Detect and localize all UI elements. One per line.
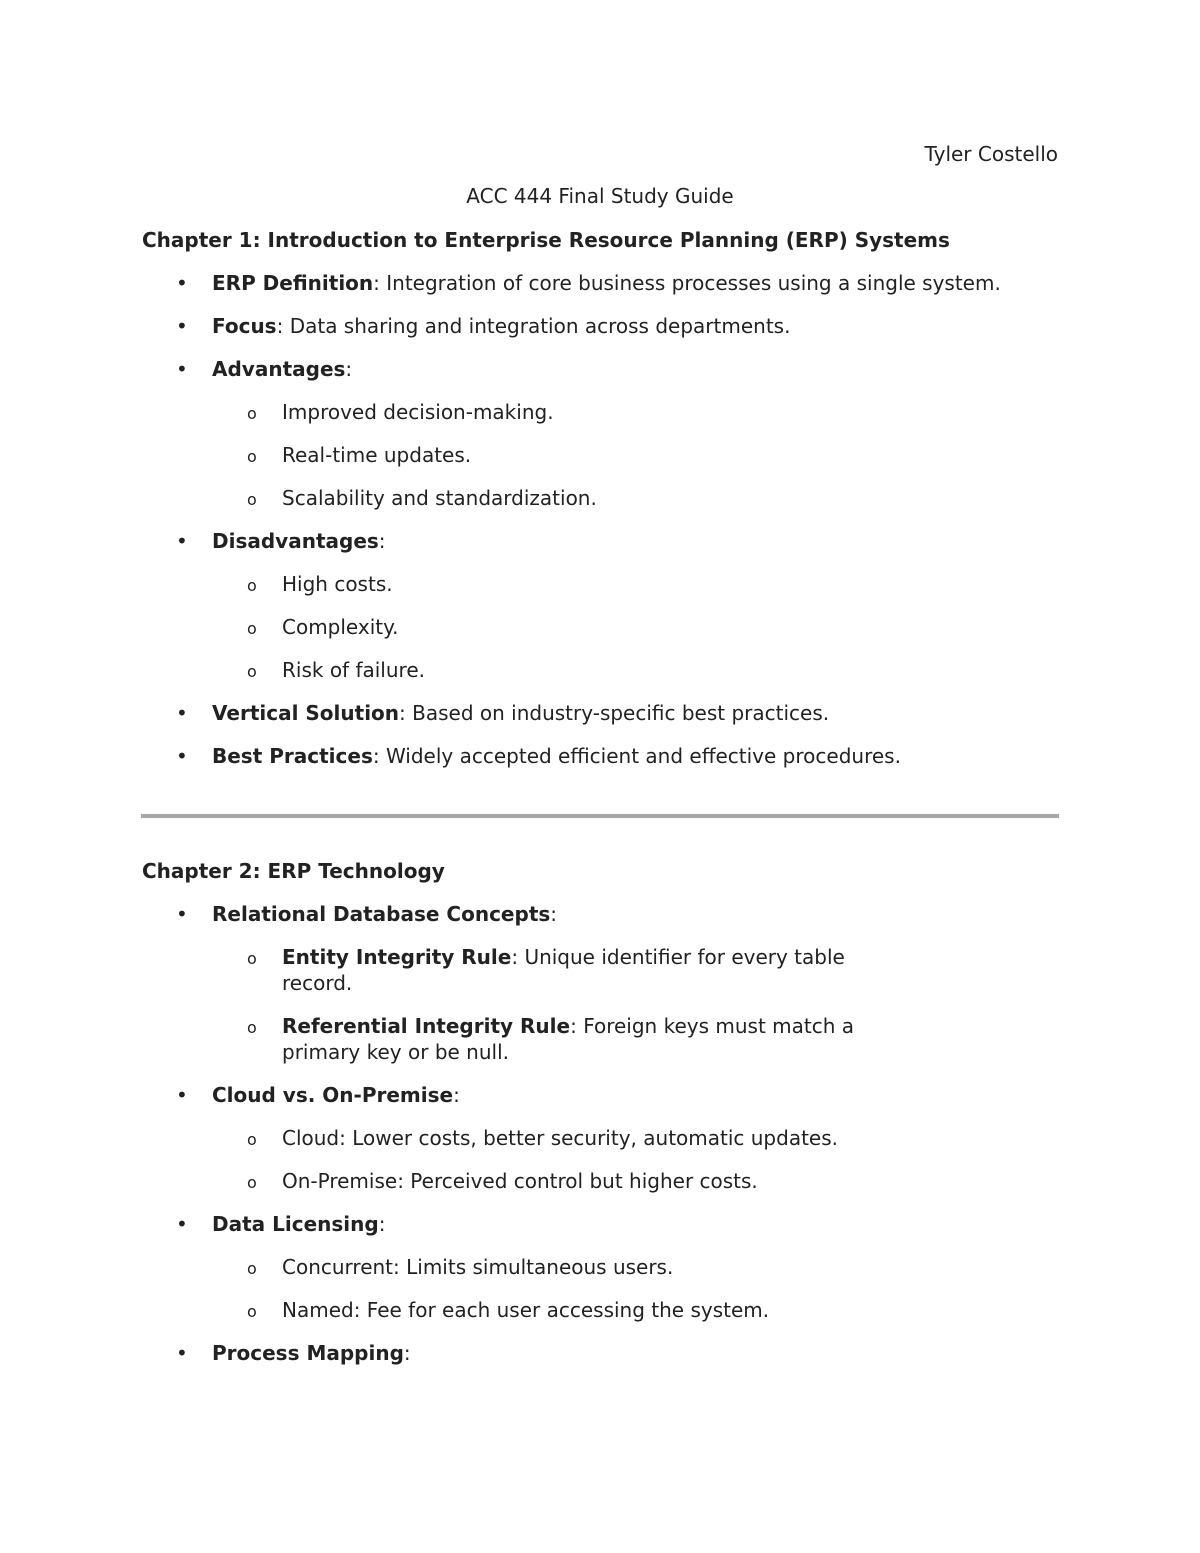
bullet-icon: • xyxy=(176,271,188,295)
list-item xyxy=(0,700,1200,726)
definition: : Widely accepted efficient and effective procedures. xyxy=(372,744,901,768)
definition: : xyxy=(345,357,353,381)
list-item xyxy=(0,1340,1200,1366)
list-item xyxy=(0,743,1200,769)
sub-list-item: o Concurrent: Limits simultaneous users. xyxy=(0,1254,1050,1280)
sub-list xyxy=(212,1254,1050,1323)
definition: : Based on industry-specific best practices. xyxy=(399,701,830,725)
term: Relational Database Concepts xyxy=(212,902,551,926)
bullet-icon: • xyxy=(176,902,188,926)
sub-list-item: o On-Premise: Perceived control but higher costs. xyxy=(0,1168,1050,1194)
list-item xyxy=(0,270,1200,296)
circle-bullet-icon: o xyxy=(247,1259,257,1278)
term: Vertical Solution xyxy=(212,701,400,725)
term: Focus xyxy=(212,314,277,338)
term: Best Practices xyxy=(212,744,373,768)
sub-list-item: o Referential Integrity Rule: Foreign keys must match a primary key or be null. xyxy=(247,1014,855,1064)
chapter-1-heading: Chapter 1: Introduction to Enterprise Resource Planning (ERP) Systems xyxy=(142,228,950,252)
definition: : xyxy=(453,1083,460,1107)
circle-bullet-icon: o xyxy=(247,662,257,681)
definition: : xyxy=(550,902,558,926)
sub-list xyxy=(212,399,1050,511)
circle-bullet-icon: o xyxy=(247,1173,257,1192)
definition: : xyxy=(378,529,386,553)
sub-list xyxy=(212,571,1050,683)
chapter-1-list xyxy=(0,270,1200,786)
list-item xyxy=(0,313,1200,339)
circle-bullet-icon: o xyxy=(247,404,257,423)
sub-list-item: o Entity Integrity Rule: Unique identifier for every table record. xyxy=(247,945,845,995)
sub-list xyxy=(212,944,1050,1065)
bullet-icon: • xyxy=(176,314,188,338)
term: Process Mapping xyxy=(212,1341,404,1365)
author-name: Tyler Costello xyxy=(924,142,1058,166)
horizontal-rule xyxy=(141,814,1059,818)
circle-bullet-icon: o xyxy=(247,576,257,595)
sub-list-item: o Risk of failure. xyxy=(0,657,1050,683)
term: Advantages xyxy=(212,357,346,381)
term: ERP Definition xyxy=(212,271,374,295)
circle-bullet-icon: o xyxy=(247,949,257,968)
sub-list-item: o Complexity. xyxy=(0,614,1050,640)
circle-bullet-icon: o xyxy=(247,1302,257,1321)
definition: : xyxy=(378,1212,386,1236)
list-item xyxy=(0,901,1200,1065)
list-item xyxy=(0,1082,1200,1194)
definition: : Integration of core business processes using a single system. xyxy=(373,271,1001,295)
term: Cloud vs. On-Premise xyxy=(212,1083,454,1107)
chapter-2-list xyxy=(0,901,1200,1383)
chapter-2-heading: Chapter 2: ERP Technology xyxy=(142,859,445,883)
sub-list-item: o Named: Fee for each user accessing the system. xyxy=(0,1297,1050,1323)
bullet-icon: • xyxy=(176,1083,188,1107)
bullet-icon: • xyxy=(176,529,188,553)
circle-bullet-icon: o xyxy=(247,1130,257,1149)
term: Disadvantages xyxy=(212,529,379,553)
list-item xyxy=(0,356,1200,511)
sub-list-item: o Scalability and standardization. xyxy=(0,485,1050,511)
circle-bullet-icon: o xyxy=(247,619,257,638)
bullet-icon: • xyxy=(176,1212,188,1236)
circle-bullet-icon: o xyxy=(247,447,257,466)
sub-list-item: o Cloud: Lower costs, better security, automatic updates. xyxy=(0,1125,1050,1151)
circle-bullet-icon: o xyxy=(247,490,257,509)
sub-list-item: o High costs. xyxy=(0,571,1050,597)
bullet-icon: • xyxy=(176,744,188,768)
list-item xyxy=(0,528,1200,683)
bullet-icon: • xyxy=(176,1341,188,1365)
circle-bullet-icon: o xyxy=(247,1018,257,1037)
bullet-icon: • xyxy=(176,701,188,725)
document-title: ACC 444 Final Study Guide xyxy=(466,184,734,208)
bullet-icon: • xyxy=(176,357,188,381)
definition: : Data sharing and integration across departments. xyxy=(276,314,791,338)
term: Data Licensing xyxy=(212,1212,379,1236)
definition: : xyxy=(403,1341,411,1365)
sub-list xyxy=(212,1125,1050,1194)
list-item xyxy=(0,1211,1200,1323)
sub-list-item: o Real-time updates. xyxy=(0,442,1050,468)
sub-list-item: o Improved decision-making. xyxy=(0,399,1050,425)
